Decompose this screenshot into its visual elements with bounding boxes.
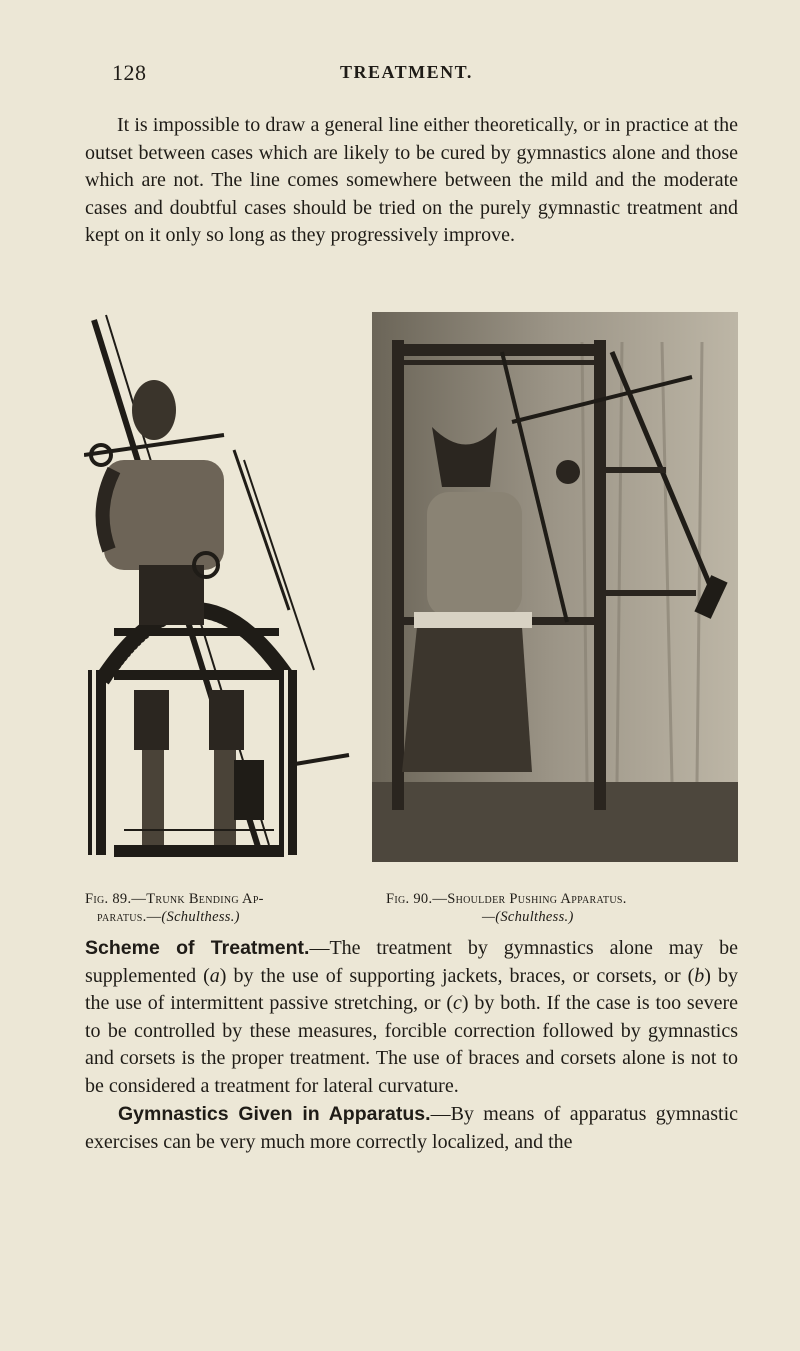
scheme-text-2: ) by the use of supporting jackets, braces, or corsets, or ( — [219, 964, 695, 987]
figure-90-photograph — [372, 312, 738, 862]
scheme-text-1: —The treatment by gymnastics alone may be supplemented ( — [85, 937, 738, 987]
paragraph-1: It is impossible to draw a general line either theoretically, or in practice at the outset between cases which are likely to be cured by gymnastics alone and those which are not. The line comes somewhere between the mild and the moderate cases and doubtful cases should be tried on the purely gymnastic treatment and kept on it only so long as they progressively improve. — [85, 114, 738, 246]
figure-90-caption — [386, 890, 726, 926]
page-header — [0, 60, 800, 88]
scheme-text-4: ) by both. If the case is too severe to be controlled by these measures, forcible correction followed by gymnastics and corsets is the proper treatment. The use of braces and corsets alone is not to be considered a treatment for lateral curvature. — [85, 992, 738, 1097]
figure-89-illustration — [84, 310, 354, 865]
figure-89-title-line2: paratus. — [97, 909, 147, 925]
figure-90-label: Fig. 90. — [386, 891, 433, 907]
scheme-item-a: a — [209, 964, 220, 987]
scheme-paragraph — [85, 935, 738, 1100]
figure-90-credit: —(Schulthess.) — [482, 909, 574, 925]
figure-89-caption: Fig. 89.—Trunk Bending Ap- paratus.—(Schulthess.) — [85, 891, 264, 925]
figure-90-title: —Shoulder Pushing Apparatus. — [432, 891, 627, 907]
apparatus-heading: Gymnastics Given in Apparatus. — [118, 1103, 431, 1125]
scheme-heading: Scheme of Treatment. — [85, 937, 310, 959]
scheme-text-3: ) by the use of intermittent passive stretching, or ( — [85, 964, 738, 1014]
apparatus-paragraph — [85, 1101, 738, 1156]
scheme-item-b: b — [694, 964, 705, 987]
apparatus-text: —By means of apparatus gymnastic exercises can be very much more correctly localized, and the — [85, 1103, 739, 1153]
scheme-item-c: c — [453, 992, 462, 1014]
page-number: 128 — [112, 60, 147, 85]
figure-89-title-line1: —Trunk Bending Ap- — [131, 891, 264, 907]
figure-89-credit: (Schulthess.) — [161, 909, 240, 925]
figure-89-label: Fig. 89. — [85, 891, 132, 907]
running-title: TREATMENT. — [340, 62, 473, 82]
